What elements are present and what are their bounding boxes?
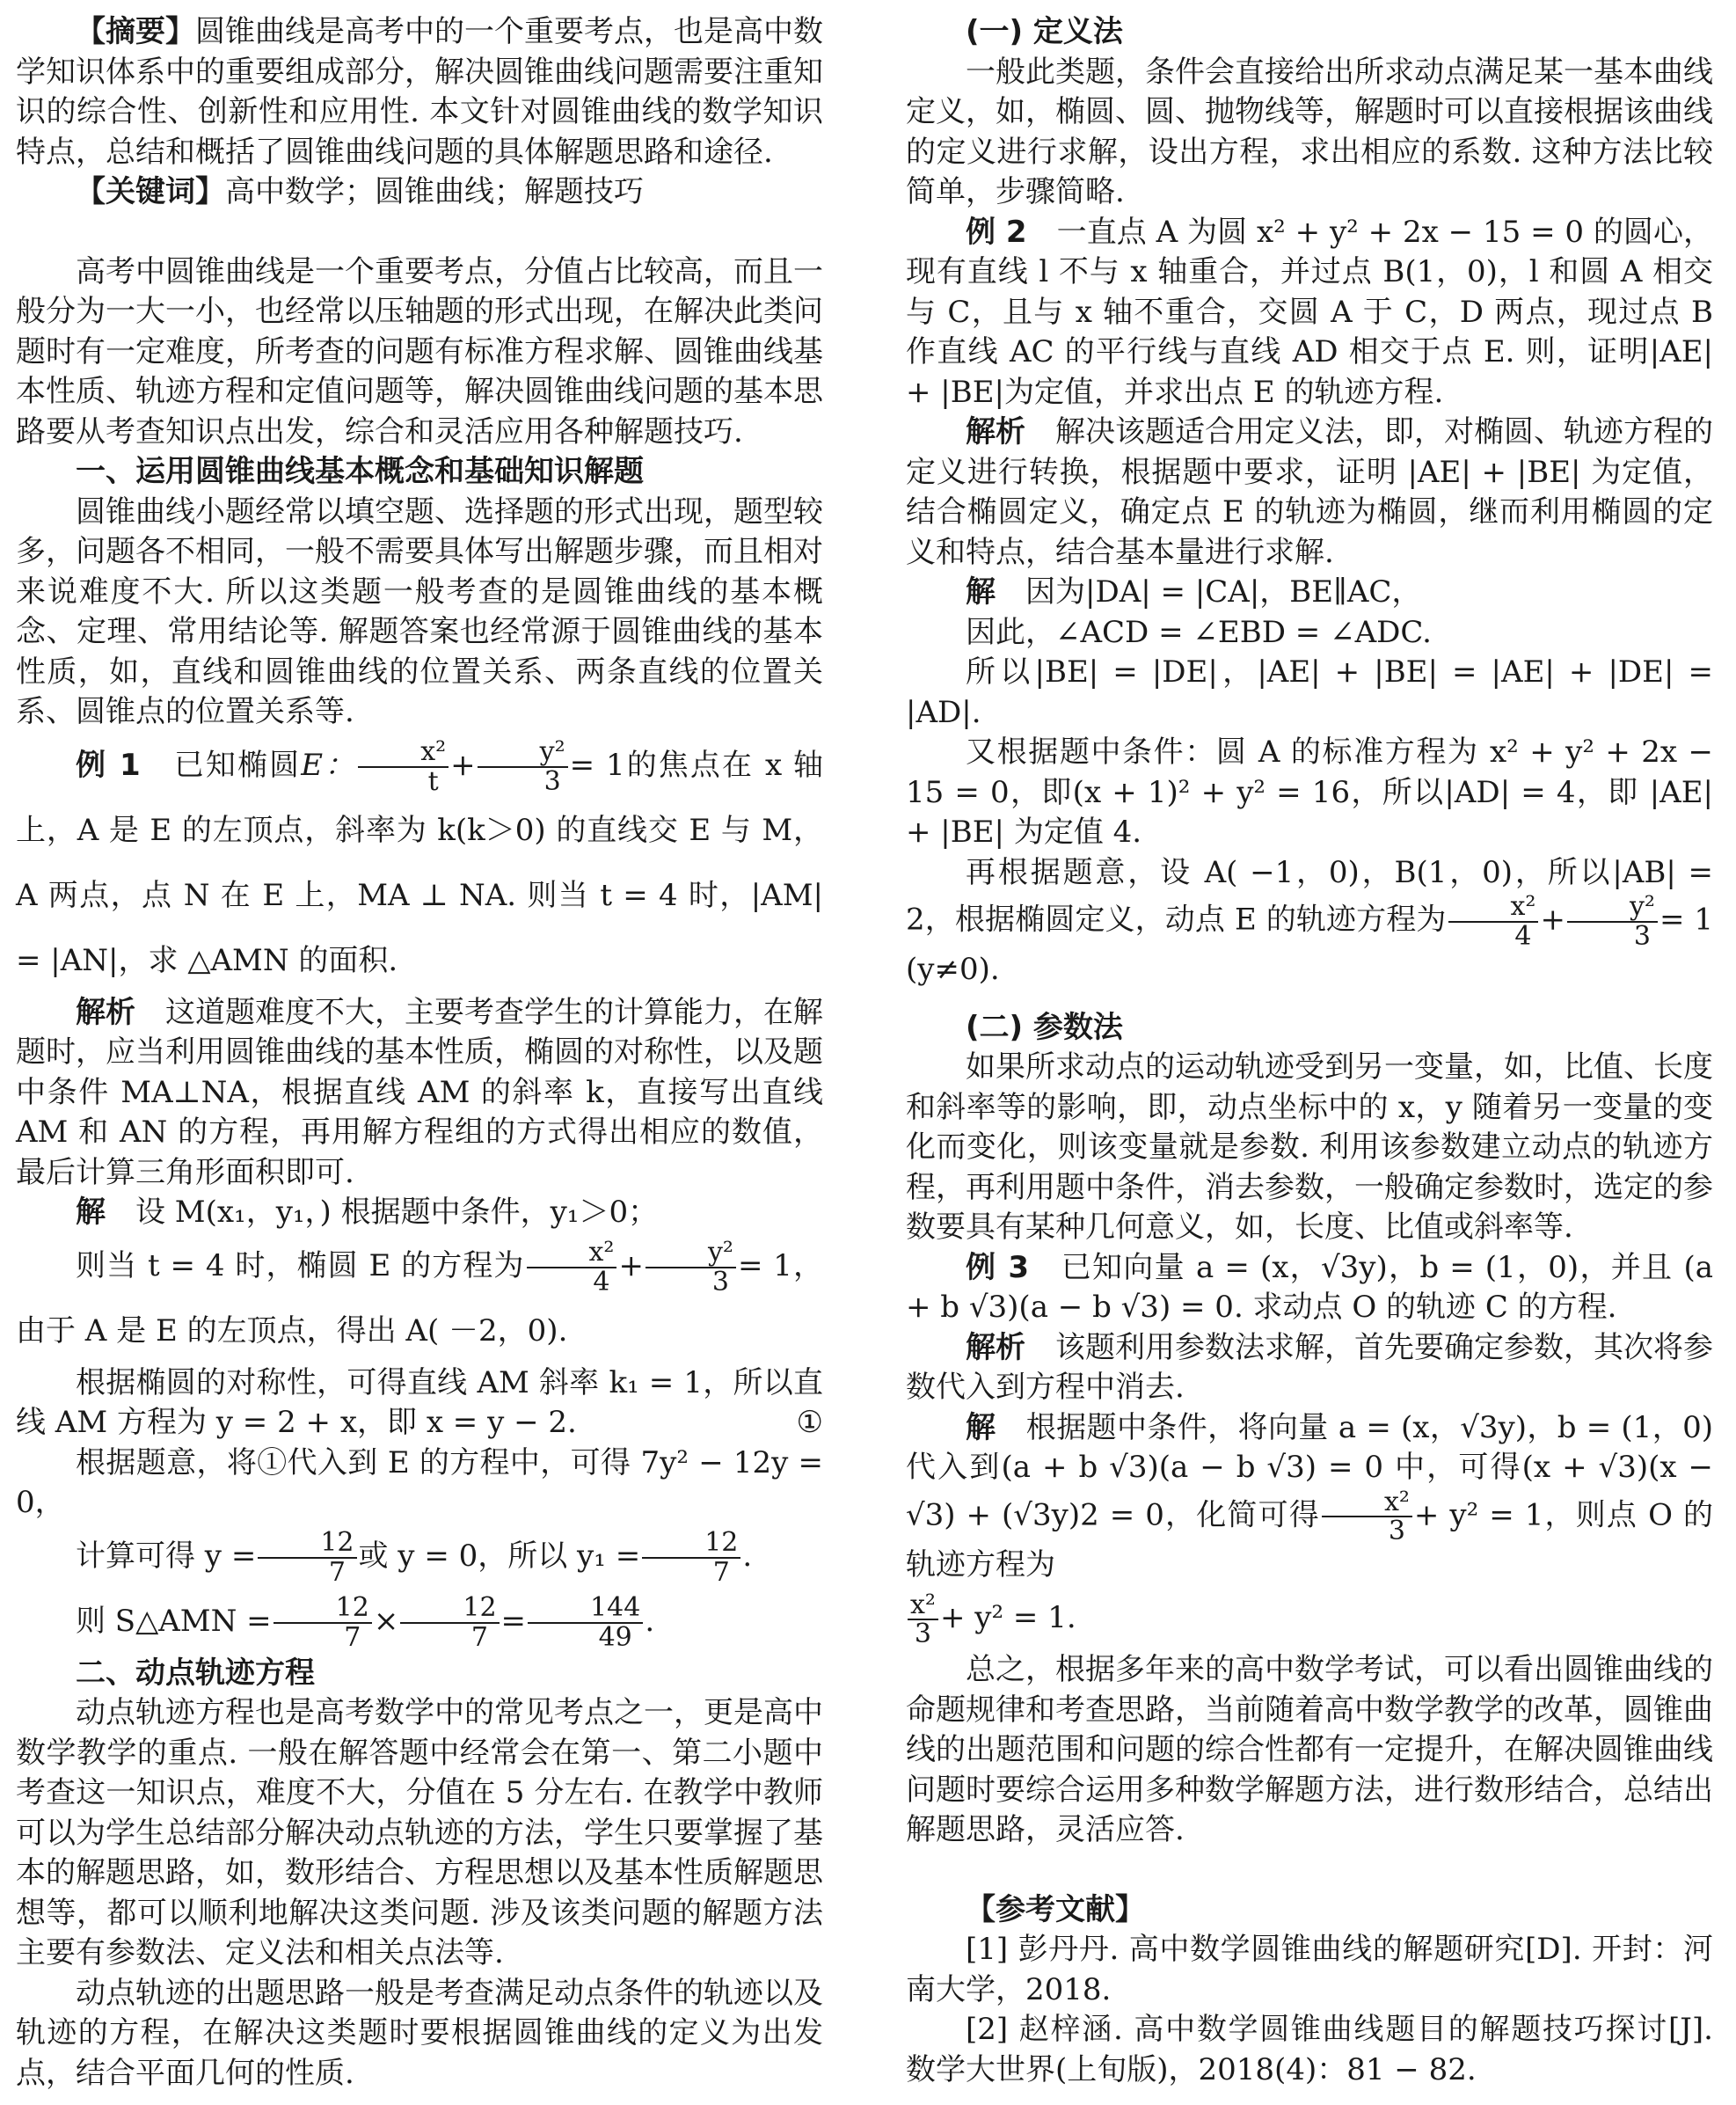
- example2-analysis: 解析 解决该题适合用定义法，即，对椭圆、轨迹方程的定义进行转换，根据题中要求，证明 |AE| + |BE| 为定值，结合椭圆定义，确定点 E 的轨迹为椭圆，继而利用椭圆的定义和特点，结合基本量进行求解.: [906, 414, 1713, 570]
- keywords: 【关键词】高中数学；圆锥曲线；解题技巧: [76, 174, 644, 209]
- example2-solution-line3: 所以|BE| = |DE|，|AE| + |BE| = |AE| + |DE| = |AD|.: [906, 654, 1713, 730]
- example3-solution: 解 根据题中条件，将向量 a = (x，√3y)，b = (1，0) 代入到(a + b √3)(a − b √3) = 0 中，可得(x + √3)(x − √3) + (√3y)2 = 0，化简可得 $\frac{\text{x²}}{3}$ + y² = 1，则点 O 的轨迹方程为: [906, 1409, 1713, 1582]
- reference-item-2: [2] 赵梓涵. 高中数学圆锥曲线题目的解题技巧探讨[J]. 数学大世界(上旬版)，2018(4)：81 − 82.: [906, 2012, 1713, 2087]
- sub2-heading: (二) 参数法: [966, 1009, 1123, 1045]
- example2-solution-line1: 解 因为|DA| = |CA|，BE∥AC，: [966, 574, 1422, 610]
- fraction-x2-over-t: $\frac{\text{x²}}{t}$: [358, 738, 449, 795]
- section2-heading: 二、动点轨迹方程: [76, 1655, 315, 1691]
- example1: 例 1 已知椭圆E： $\frac{\text{x²}}{t}$ + $\frac{\text{y²}}{3}$ = 1的焦点在 x 轴上，A 是 E 的左顶点，斜率为 k(k＞0) 的直线交 E 与 M，A 两点，点 N 在 E 上，MA ⊥ NA. 则当 t = 4 时，|AM| = |AN|，求 △AMN 的面积.: [16, 736, 824, 978]
- fraction-12-over-7d: $\frac{12}{7}$: [400, 1594, 499, 1651]
- section2-paragraph2: 动点轨迹的出题思路一般是考查满足动点条件的轨迹以及轨迹的方程，在解决这类题时要根据圆锥曲线的定义为出发点，结合平面几何的性质.: [16, 1975, 823, 2091]
- fraction-x2-over-4: $\frac{\text{x²}}{4}$: [527, 1239, 617, 1296]
- reference-item-1: [1] 彭丹丹. 高中数学圆锥曲线的解题研究[D]. 开封：河南大学，2018.: [906, 1932, 1713, 2007]
- example2-solution-line2: 因此，∠ACD = ∠EBD = ∠ADC.: [966, 614, 1432, 650]
- intro-paragraph: 高考中圆锥曲线是一个重要考点，分值占比较高，而且一般分为一大一小，也经常以压轴题的形式出现，在解决此类问题时有一定难度，所考查的问题有标准方程求解、圆锥曲线基本性质、轨迹方程和定值问题等，解决圆锥曲线问题的基本思路要从考查知识点出发，综合和灵活应用各种解题技巧.: [16, 253, 823, 450]
- fraction-x2-over-3b: $\frac{\text{x²}}{3}$: [908, 1591, 938, 1648]
- example2-solution-line4: 又根据题中条件：圆 A 的标准方程为 x² + y² + 2x − 15 = 0，即(x + 1)² + y² = 16，所以|AD| = 4，即 |AE| + |BE| 为定值 4.: [906, 735, 1713, 850]
- sub2-paragraph: 如果所求动点的运动轨迹受到另一变量，如，比值、长度和斜率等的影响，即，动点坐标中的 x，y 随着另一变量的变化而变化，则该变量就是参数. 利用该参数建立动点的轨迹方程，再利用题中条件，消去参数，一般确定参数时，选定的参数要具有某种几何意义，如，长度、比值或斜率等.: [906, 1049, 1713, 1245]
- fraction-12-over-7: $\frac{12}{7}$: [258, 1529, 356, 1586]
- example1-solution-line4: 根据题意，将①代入到 E 的方程中，可得 7y² − 12y = 0，: [16, 1444, 823, 1520]
- example2: 例 2 一直点 A 为圆 x² + y² + 2x − 15 = 0 的圆心，现有直线 l 不与 x 轴重合，并过点 B(1，0)，l 和圆 A 相交与 C，且与 x 轴不重合，交圆 A 于 C，D 两点，现过点 B 作直线 AC 的平行线与直线 AD 相交于点 E. 则，证明|AE| + |BE|为定值，并求出点 E 的轨迹方程.: [906, 214, 1714, 410]
- fraction-12-over-7c: $\frac{12}{7}$: [274, 1594, 372, 1651]
- example2-solution-line5: 再根据题意，设 A( −1，0)，B(1，0)，所以|AB| = 2，根据椭圆定义，动点 E 的轨迹方程为 $\frac{\text{x²}}{4}$ + $\frac{\text{y²}}{3}$ = 1 (y≠0).: [906, 854, 1713, 987]
- left-column: [16, 12, 823, 2094]
- fraction-144-over-49: $\frac{144}{49}$: [528, 1594, 643, 1651]
- sub1-paragraph: 一般此类题，条件会直接给出所求动点满足某一基本曲线定义，如，椭圆、圆、抛物线等，解题时可以直接根据该曲线的定义进行求解，设出方程，求出相应的系数. 这种方法比较简单，步骤简略.: [906, 54, 1713, 209]
- example3: 例 3 已知向量 a = (x，√3y)，b = (1，0)，并且 (a + b √3)(a − b √3) = 0. 求动点 O 的轨迹 C 的方程.: [906, 1249, 1713, 1325]
- fraction-x2-over-3: $\frac{\text{x²}}{3}$: [1322, 1488, 1412, 1546]
- references-heading: 【参考文献】: [966, 1891, 1145, 1927]
- right-column: [906, 12, 1713, 2090]
- abstract: 【摘要】圆锥曲线是高考中的一个重要考点，也是高中数学知识体系中的重要组成部分，解决圆锥曲线问题需要注重知识的综合性、创新性和应用性. 本文针对圆锥曲线的数学知识特点，总结和概括了圆锥曲线问题的具体解题思路和途径.: [16, 14, 823, 170]
- fraction-y2-over-3c: $\frac{\text{y²}}{3}$: [1567, 893, 1658, 950]
- example1-solution-line5: 计算可得 y = $\frac{12}{7}$ 或 y = 0，所以 y₁ = $\frac{12}{7}$ .: [76, 1527, 753, 1588]
- fraction-y2-over-3: $\frac{\text{y²}}{3}$: [478, 738, 568, 795]
- example3-analysis: 解析 该题利用参数法求解，首先要确定参数，其次将参数代入到方程中消去.: [906, 1329, 1713, 1405]
- fraction-x2-over-4b: $\frac{\text{x²}}{4}$: [1448, 893, 1539, 950]
- sub1-heading: (一) 定义法: [966, 14, 1123, 49]
- example1-area: 则 S△AMN = $\frac{12}{7}$ × $\frac{12}{7}$ = $\frac{144}{49}$ .: [76, 1592, 655, 1653]
- example1-solution-line1: 解 设 M(x₁，y₁，) 根据题中条件，y₁＞0；: [76, 1195, 659, 1230]
- example3-result: $\frac{\text{x²}}{3}$ + y² = 1.: [906, 1585, 1713, 1650]
- fraction-12-over-7b: $\frac{12}{7}$: [642, 1529, 740, 1586]
- example1-solution-line3: 根据椭圆的对称性，可得直线 AM 斜率 k₁ = 1，所以直线 AM 方程为 y = 2 + x，即 x = y − 2. ①: [16, 1363, 823, 1444]
- section2-paragraph1: 动点轨迹方程也是高考数学中的常见考点之一，更是高中数学教学的重点. 一般在解答题中经常会在第一、第二小题中考查这一知识点，难度不大，分值在 5 分左右. 在教学中教师可以为学生总结部分解决动点轨迹的方法，学生只要掌握了基本的解题思路，如，数形结合、方程思想以及基本性质解题思想等，都可以顺利地解决这类问题. 涉及该类问题的解题方法主要有参数法、定义法和相关点法等.: [16, 1695, 823, 1970]
- equation-marker: ①: [796, 1405, 823, 1440]
- section1-paragraph: 圆锥曲线小题经常以填空题、选择题的形式出现，题型较多，问题各不相同，一般不需要具体写出解题步骤，而且相对来说难度不大. 所以这类题一般考查的是圆锥曲线的基本概念、定理、常用结论等. 解题答案也经常源于圆锥曲线的基本性质，如，直线和圆锥曲线的位置关系、两条直线的位置关系、圆锥点的位置关系等.: [16, 493, 823, 729]
- example1-analysis: 解析 这道题难度不大，主要考查学生的计算能力，在解题时，应当利用圆锥曲线的基本性质，椭圆的对称性，以及题中条件 MA⊥NA，根据直线 AM 的斜率 k，直接写出直线 AM 和 AN 的方程，再用解方程组的方式得出相应的数值，最后计算三角形面积即可.: [16, 994, 823, 1190]
- example1-solution-line2: 则当 t = 4 时，椭圆 E 的方程为 $\frac{\text{x²}}{4}$ + $\frac{\text{y²}}{3}$ = 1，由于 A 是 E 的左顶点，得出 A( －2，0).: [16, 1237, 823, 1349]
- conclusion-paragraph: 总之，根据多年来的高中数学考试，可以看出圆锥曲线的命题规律和考查思路，当前随着高中数学教学的改革，圆锥曲线的出题范围和问题的综合性都有一定提升，在解决圆锥曲线问题时要综合运用多种数学解题方法，进行数形结合，总结出解题思路，灵活应答.: [906, 1652, 1713, 1847]
- section1-heading: 一、运用圆锥曲线基本概念和基础知识解题: [76, 454, 644, 489]
- fraction-y2-over-3b: $\frac{\text{y²}}{3}$: [646, 1239, 736, 1296]
